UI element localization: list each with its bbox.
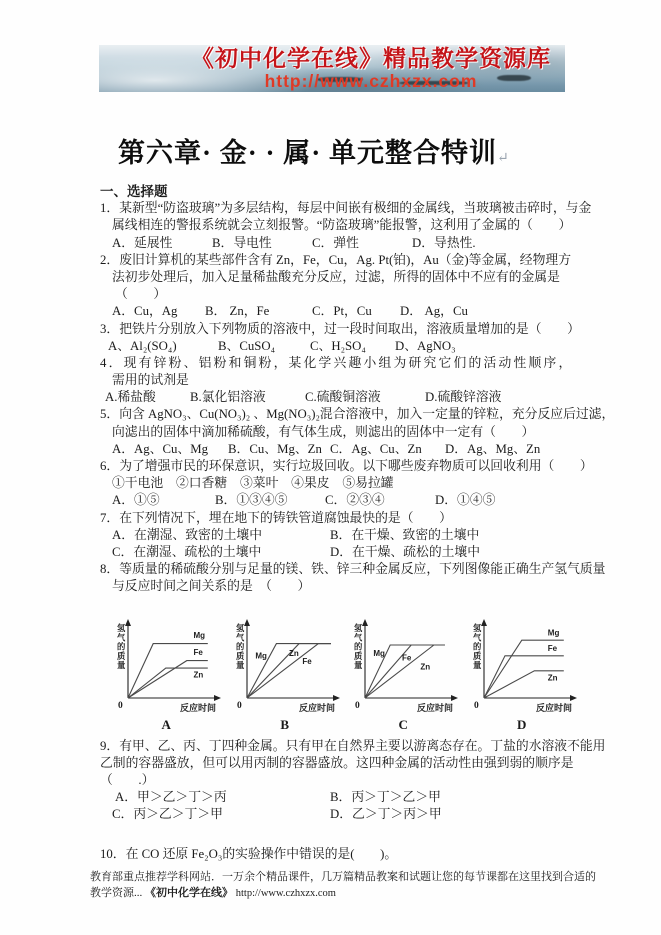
series-label-Zn: Zn (288, 648, 299, 658)
option-row (100, 527, 578, 544)
option-row (100, 338, 578, 355)
question-8 (100, 561, 606, 737)
origin-label: 0 (236, 700, 242, 711)
question-text: 1．某新型“防盗玻璃”为多层结构，每层中间嵌有极细的金属线，当玻璃被击碎时，与金 (100, 201, 592, 216)
question-text: 9．有甲、乙、丙、丁四种金属。只有甲在自然界主要以游离态存在。丁盐的水溶液不能用 (100, 738, 606, 753)
option: A．在潮湿、致密的土壤中 (112, 527, 263, 542)
footer-site-name: 《初中化学在线》 (145, 887, 233, 900)
x-axis-arrow (333, 695, 340, 701)
question-1 (100, 200, 592, 252)
question-text: 8．等质量的稀硫酸分别与足量的镁、铁、锌三种金属反应，下列图像能正确生产氢气质量 (100, 562, 606, 577)
footer-text: 教育部重点推荐学科网站．一万余个精品课件，几万篇精品教案和试题让您的每节课都在这里找到合适的 (90, 870, 596, 883)
graph-letter: C (398, 716, 408, 732)
series-label-Mg: Mg (193, 630, 206, 640)
question-4 (100, 355, 578, 407)
question-9 (100, 738, 606, 824)
x-axis-arrow (214, 695, 221, 701)
question-text: 2．废旧计算机的某些部件含有 Zn，Fe，Cu，Ag. Pt(铂)，Au（金)等金属，经物理方 (100, 252, 571, 267)
graph-option-b (229, 616, 342, 738)
footer-text: 教学资源... (90, 887, 143, 900)
y-axis-arrow (362, 619, 368, 626)
series-label-Mg: Mg (254, 651, 267, 661)
y-axis-label: 氢气的质量 (235, 623, 244, 670)
option: D．Ag、Mg、Zn (445, 441, 541, 456)
banner-site-url[interactable]: http://www.czhxzx.com (264, 71, 478, 91)
option: A．延展性 (112, 235, 173, 250)
graph-option-a (110, 616, 223, 738)
page-title (118, 131, 510, 170)
chart-b (229, 616, 341, 716)
question-text: 属线相连的警报系统就会立刻报警。“防盗玻璃”能报警，这利用了金属的（ ） (112, 218, 572, 233)
option-row (100, 389, 578, 406)
option-row (100, 492, 578, 509)
option: B．Cu、Mg、Zn (228, 441, 322, 456)
option: A．①⑤ (112, 493, 160, 508)
document-body (90, 183, 615, 902)
option: A.稀盐酸 (105, 390, 156, 405)
option: B．丙＞丁＞乙＞甲 (330, 790, 441, 805)
graph-option-c (347, 616, 460, 738)
option: B． Zn，Fe (205, 304, 270, 319)
question-text: 10．在 CO 还原 Fe₂O₃的实验操作中错误的是( )。 (100, 847, 398, 862)
question-text: 4．现有锌粉、铝粉和铜粉，某化学兴趣小组为研究它们的活动性顺序， (100, 355, 574, 370)
option: D．①④⑤ (435, 493, 496, 508)
series-label-Zn: Zn (547, 672, 558, 682)
chart-c (347, 616, 459, 716)
option: A．甲＞乙＞丁＞丙 (115, 790, 227, 805)
y-axis-label: 氢气的质量 (472, 623, 481, 670)
option: B．在干燥、致密的土壤中 (330, 527, 480, 542)
option: C．Ag、Cu、Zn (330, 441, 422, 456)
question-text: （ ） (115, 287, 167, 302)
option-row (100, 789, 578, 806)
option: D、AgNO₃ (395, 338, 456, 353)
option-row (100, 235, 578, 252)
option: C.硫酸铜溶液 (305, 390, 381, 405)
question-text: 5．向含 AgNO₃、Cu(NO₃)₂ 、Mg(NO₃)₂混合溶液中，加入一定量的锌粒，充分反应后过滤， (100, 407, 615, 422)
blank-space (100, 823, 578, 846)
option: C．Pt，Cu (312, 304, 372, 319)
series-label-Fe: Fe (547, 643, 557, 653)
option: B.氯化铝溶液 (190, 390, 266, 405)
question-3 (100, 321, 578, 355)
graph-letter: D (517, 716, 527, 732)
option: C．在潮湿、疏松的土壤中 (112, 544, 262, 559)
page-title-text: 第六章· 金· · 属· 单元整合特训 (118, 138, 498, 168)
series-label-Zn: Zn (420, 661, 431, 671)
chart-a (110, 616, 222, 716)
option: B．①③④⑤ (215, 493, 288, 508)
footer-site-url[interactable]: http://www.czhxzx.com (235, 888, 336, 900)
option: C．丙＞乙＞丁＞甲 (112, 807, 223, 822)
option: D.硫酸锌溶液 (425, 390, 502, 405)
question-7 (100, 510, 578, 562)
option: C．②③④ (325, 493, 385, 508)
series-label-Fe: Fe (402, 653, 412, 663)
option-row (100, 303, 578, 320)
question-text: 法初步处理后，加入足量稀盐酸充分反应，过滤，所得的固体中不应有的金属是 (112, 269, 560, 284)
question-10 (100, 846, 578, 863)
option-row (100, 806, 578, 823)
chart-d (466, 616, 578, 716)
y-axis-arrow (481, 619, 487, 626)
question-text: （ .） (100, 772, 155, 787)
series-label-Zn: Zn (193, 670, 204, 680)
series-label-Mg: Mg (547, 627, 559, 637)
question-text: 7．在下列情况下，埋在地下的铸铁管道腐蚀最快的是（ ） (100, 510, 452, 525)
question-text: 需用的试剂是 (112, 373, 189, 388)
graph-option-d (466, 616, 579, 738)
question-6 (100, 458, 593, 510)
x-axis-label: 反应时间 (179, 702, 216, 713)
origin-label: 0 (355, 700, 360, 711)
graph-letter: B (280, 716, 290, 732)
question-text: 6．为了增强市民的环保意识，实行垃圾回收。以下哪些废弃物质可以回收利用（ ） (100, 459, 593, 473)
question-text: 3．把铁片分别放入下列物质的溶液中，过一段时间取出，溶液质量增加的是（ ） (100, 321, 580, 336)
answer-graphs (100, 616, 578, 738)
question-2 (100, 252, 578, 321)
origin-label: 0 (118, 700, 123, 711)
y-axis-label: 氢气的质量 (354, 623, 363, 670)
y-axis-label: 氢气的质量 (117, 623, 126, 670)
series-label-Mg: Mg (373, 648, 385, 658)
section-heading: 一、选择题 (100, 184, 168, 199)
question-text: 向滤出的固体中滴加稀硫酸，有气体生成，则滤出的固体中一定有（ ） (112, 424, 535, 439)
option: A、Al₂(SO₄) (108, 338, 177, 353)
option: D． Ag，Cu (400, 304, 468, 319)
paragraph-mark: ↵ (497, 151, 510, 166)
option: A．Ag、Cu、Mg (112, 441, 208, 456)
banner-site-title: 《初中化学在线》精品教学资源库 (191, 46, 551, 71)
origin-label: 0 (473, 700, 479, 711)
option: B、CuSO₄ (218, 338, 276, 353)
question-text: ①干电池 ②口香糖 ③菜叶 ④果皮 ⑤易拉罐 (112, 476, 394, 491)
option: C．弹性 (312, 235, 359, 250)
option: D．在干燥、疏松的土壤中 (330, 544, 481, 559)
x-axis-label: 反应时间 (416, 702, 453, 713)
series-label-Fe: Fe (301, 656, 312, 666)
y-axis-arrow (244, 619, 250, 626)
option: D．导热性. (412, 235, 476, 250)
banner-text (99, 46, 565, 91)
y-axis-arrow (125, 619, 131, 626)
x-axis-arrow (451, 695, 458, 701)
x-axis-arrow (570, 695, 577, 701)
site-banner (99, 45, 565, 92)
page-footer (90, 869, 596, 902)
x-axis-label: 反应时间 (535, 702, 572, 713)
option: D．乙＞丁＞丙＞甲 (330, 807, 442, 822)
graph-letter: A (161, 716, 171, 732)
option-row (100, 441, 578, 458)
option: C、H₂SO₄ (310, 338, 366, 353)
option: B．导电性 (212, 235, 272, 250)
question-text: 与反应时间之间关系的是 （ ） (112, 579, 311, 594)
option-row (100, 544, 578, 561)
question-text: 乙制的容器盛放，但可以用丙制的容器盛放。这四种金属的活动性由强到弱的顺序是 (100, 755, 574, 770)
x-axis-label: 反应时间 (298, 702, 335, 713)
option: A．Cu，Ag (112, 304, 178, 319)
question-5 (100, 406, 615, 458)
footer-text (90, 885, 578, 902)
series-label-Fe: Fe (193, 647, 203, 657)
